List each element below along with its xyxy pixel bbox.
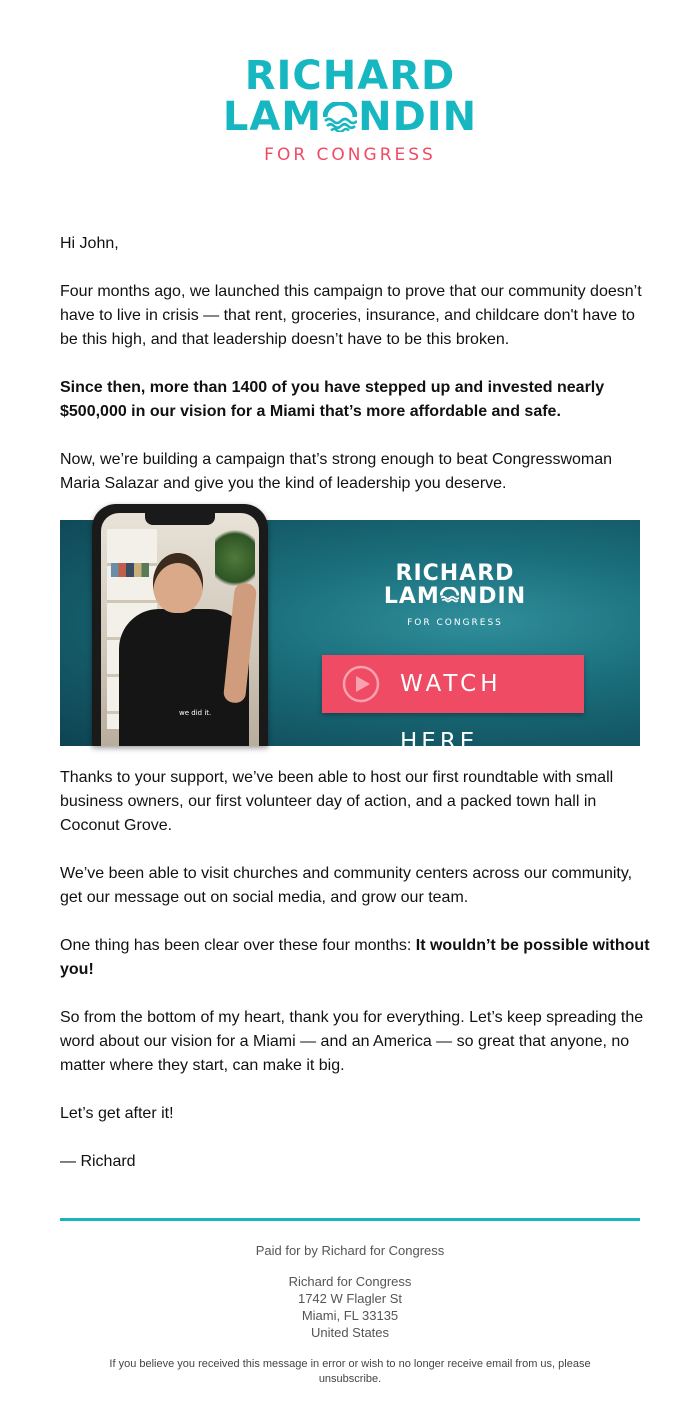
address-name: Richard for Congress [288,1274,412,1289]
campaign-logo [0,53,700,165]
logo-ndin-text: NDIN [358,94,478,140]
paragraph-6 [60,934,650,982]
logo-line-lamondin [0,94,700,140]
logo-lam-text: LAM [222,94,323,140]
paragraph-4: Thanks to your support, we’ve been able to host our first roundtable with small business owners, our first volunteer day of action, and a packed town hall in Coconut Grove. [60,769,614,834]
person-arm [223,582,257,704]
paragraph-2-bold: Since then, more than 1400 of you have stepped up and invested nearly $500,000 in our vision for a Miami that’s more affordable and safe. [60,379,605,420]
banner-logo-lamondin [380,585,530,608]
footer-divider [60,1218,640,1221]
address-city: Miami, FL 33135 [301,1308,399,1323]
plant [215,523,255,593]
email-body [60,232,650,1198]
unsubscribe-text: If you believe you received this message in error or wish to no longer receive email from us, please [109,1358,591,1370]
phone-screen [101,513,259,746]
paragraph-7: So from the bottom of my heart, thank you for everything. Let’s keep spreading the word about our vision for a Miami — and an America — so great that anyone, no matter where they start, can make it big. [60,1009,644,1074]
banner-logo-richard: RICHARD [395,561,515,586]
paragraph-3: Now, we’re building a campaign that’s strong enough to beat Congresswoman Maria Salazar and give you the kind of leadership you deserve. [60,451,613,492]
paragraph-6-bold: It wouldn’t be possible without you! [60,937,650,978]
paragraph-5: We’ve been able to visit churches and community centers across our community, get our message out on social media, and grow our team. [60,865,633,906]
banner-logo-lam: LAM [383,584,440,609]
logo-line-richard: RICHARD [244,53,456,99]
address-street: 1742 W Flagler St [297,1291,403,1306]
watch-here-label: WATCH HERE [400,671,502,755]
phone-image [92,504,268,746]
signoff: — Richard [60,1153,136,1170]
unsubscribe-link[interactable]: unsubscribe. [318,1373,382,1385]
logo-line-for-congress: FOR CONGRESS [264,145,436,165]
banner-logo-for-congress: FOR CONGRESS [407,618,503,628]
banner-logo-ndin: NDIN [458,584,527,609]
wave-o-icon [440,587,459,604]
video-banner[interactable] [60,520,640,755]
mailing-address [60,1273,640,1341]
phone-notch [145,513,215,525]
paragraph-6-regular: One thing has been clear over these four months: [60,937,416,954]
footer [60,1242,640,1387]
play-circle-icon [342,665,380,703]
books [111,563,149,577]
paragraph-8: Let’s get after it! [60,1105,174,1122]
watch-here-button[interactable] [322,655,584,755]
person-head [153,553,203,613]
paid-for-disclaimer: Paid for by Richard for Congress [255,1243,445,1258]
greeting: Hi John, [60,235,119,252]
shirt-text: we did it. [179,709,212,717]
address-country: United States [310,1325,390,1340]
paragraph-1: Four months ago, we launched this campaign to prove that our community doesn’t have to live in crisis — that rent, groceries, insurance, and childcare don't have to be this high, and that leadership doesn’t have to be this broken. [60,283,642,348]
banner-logo [380,562,530,635]
wave-o-icon [323,102,357,132]
unsubscribe-notice [60,1357,640,1387]
